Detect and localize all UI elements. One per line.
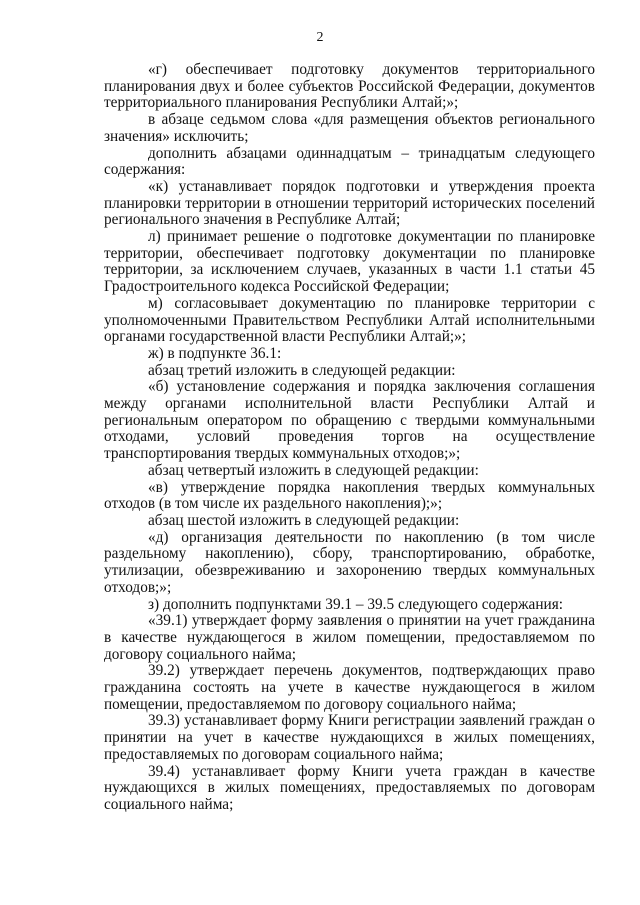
paragraph: ж) в подпункте 36.1: [148, 344, 282, 362]
paragraph: «39.1) утверждает форму заявления о принятии на учет гражданина в качестве нуждающегося в жилом помещении, предоставляемом по договору социального найма; [104, 612, 595, 663]
paragraph: 39.4) устанавливает форму Книги учета граждан в качестве нуждающихся в жилых помещениях, предоставляемых по договорам социального найма; [104, 762, 595, 813]
paragraph: м) согласовывает документацию по планировке территории с уполномоченными Правительством Республики Алтай исполнительными органами государственной власти Республики Алтай;»; [104, 294, 595, 346]
paragraph: абзац третий изложить в следующей редакции: [148, 361, 456, 379]
paragraph: з) дополнить подпунктами 39.1 – 39.5 следующего содержания: [148, 595, 563, 613]
paragraph: «г) обеспечивает подготовку документов территориального планирования двух и более субъектов Российской Федерации, документов территориального планирования Республики Алтай;»; [104, 61, 595, 112]
paragraph: в абзаце седьмом слова «для размещения объектов регионального значения» исключить; [104, 111, 595, 145]
paragraph: «в) утверждение порядка накопления твердых коммунальных отходов (в том числе их раздельного накопления);»; [104, 478, 595, 513]
paragraph: 39.3) устанавливает форму Книги регистрации заявлений граждан о принятии на учет в качестве нуждающихся в жилых помещениях, предоставляемых по договорам социального найма; [104, 712, 595, 763]
document-body [104, 62, 595, 814]
paragraph: абзац четвертый изложить в следующей редакции: [148, 461, 479, 479]
paragraph: «б) установление содержания и порядка заключения соглашения между органами исполнительной власти Республики Алтай и региональным оператором по обращению с твердыми коммунальными отходами, условий проведения торгов на осуществление транспортирования твердых коммунальных отходов;»; [104, 378, 595, 463]
paragraph: дополнить абзацами одиннадцатым – тринадцатым следующего содержания: [104, 144, 595, 179]
paragraph: абзац шестой изложить в следующей редакции: [148, 511, 460, 529]
paragraph: «к) устанавливает порядок подготовки и утверждения проекта планировки территории в отношении территорий исторических поселений регионального значения в Республике Алтай; [104, 177, 595, 229]
paragraph: «д) организация деятельности по накоплению (в том числе раздельному накоплению), сбору, транспортированию, обработке, утилизации, обезвреживанию и захоронению твердых коммунальных отходов;»; [104, 528, 595, 596]
paragraph: л) принимает решение о подготовке документации по планировке территории, обеспечивает подготовку документации по планировке территории, за исключением случаев, указанных в части 1.1 статьи 45 Градостроительного кодекса Российской Федерации; [104, 228, 595, 296]
page-number: 2 [316, 30, 324, 45]
paragraph: 39.2) утверждает перечень документов, подтверждающих право гражданина состоять на учете в качестве нуждающегося в жилом помещении, предоставляемом по договору социального найма; [104, 662, 595, 713]
